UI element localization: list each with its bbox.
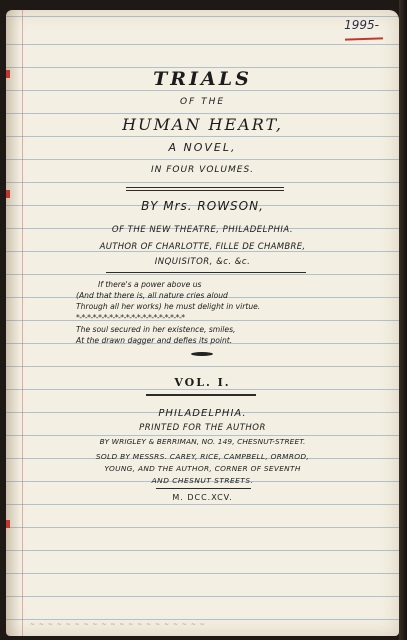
epigraph-line-5: The soul secured in her existence, smiles, bbox=[76, 325, 236, 334]
epigraph-line-6: At the drawn dagger and defies its point. bbox=[76, 336, 233, 345]
epigraph-line-1: If there's a power above us bbox=[98, 280, 202, 289]
author-theatre: OF THE NEW THEATRE, PHILADELPHIA. bbox=[111, 225, 294, 235]
title-line-1: TRIALS bbox=[153, 68, 252, 90]
notebook-page bbox=[6, 10, 399, 636]
margin-mark bbox=[6, 190, 10, 198]
imprint-sold-line-1: SOLD BY MESSRS. CAREY, RICE, CAMPBELL, ORMROD, bbox=[95, 452, 310, 461]
title-line-4: A NOVEL, bbox=[168, 141, 237, 154]
margin-mark bbox=[6, 520, 10, 528]
epigraph-line-4: *-*-*-*-*-*-*-*-*-*-*-*-*-*-*-*-*-*-*-* bbox=[76, 313, 185, 322]
faint-pencil-marks: ~ ~ ~ ~ ~ ~ ~ ~ ~ ~ ~ ~ ~ ~ ~ ~ ~ ~ ~ ~ bbox=[30, 621, 206, 628]
page-number-underline bbox=[345, 37, 383, 40]
imprint-sold-line-2: YOUNG, AND THE AUTHOR, CORNER OF SEVENTH bbox=[104, 464, 301, 473]
title-line-2: OF THE bbox=[179, 97, 226, 107]
ornament-dash bbox=[191, 352, 213, 356]
imprint-sold-line-3: AND CHESNUT STREETS. bbox=[151, 476, 254, 485]
divider-rule bbox=[156, 488, 251, 489]
title-line-5: IN FOUR VOLUMES. bbox=[150, 165, 255, 175]
imprint-printer: BY WRIGLEY & BERRIMAN, NO. 149, CHESNUT-STREET. bbox=[99, 437, 306, 446]
imprint-city: PHILADELPHIA. bbox=[158, 408, 247, 419]
author-works-line-1: AUTHOR OF CHARLOTTE, FILLE DE CHAMBRE, bbox=[99, 242, 306, 252]
author-by-line: BY Mrs. ROWSON, bbox=[141, 199, 264, 213]
epigraph-line-3: Through all her works) he must delight in virtue. bbox=[76, 302, 261, 311]
title-line-3: HUMAN HEART, bbox=[122, 115, 283, 134]
divider-rule bbox=[146, 394, 256, 396]
page-number: 1995- bbox=[344, 18, 379, 32]
volume-label: VOL. I. bbox=[174, 376, 231, 389]
author-works-line-2: INQUISITOR, &c. &c. bbox=[154, 257, 251, 267]
book-spine-edge bbox=[399, 0, 407, 640]
imprint-printed: PRINTED FOR THE AUTHOR bbox=[139, 423, 266, 433]
epigraph-line-2: (And that there is, all nature cries aloud bbox=[76, 291, 228, 300]
divider-rule bbox=[126, 187, 284, 188]
divider-rule bbox=[126, 190, 284, 191]
divider-rule bbox=[106, 272, 306, 273]
imprint-date: M. DCC.XCV. bbox=[172, 493, 233, 502]
